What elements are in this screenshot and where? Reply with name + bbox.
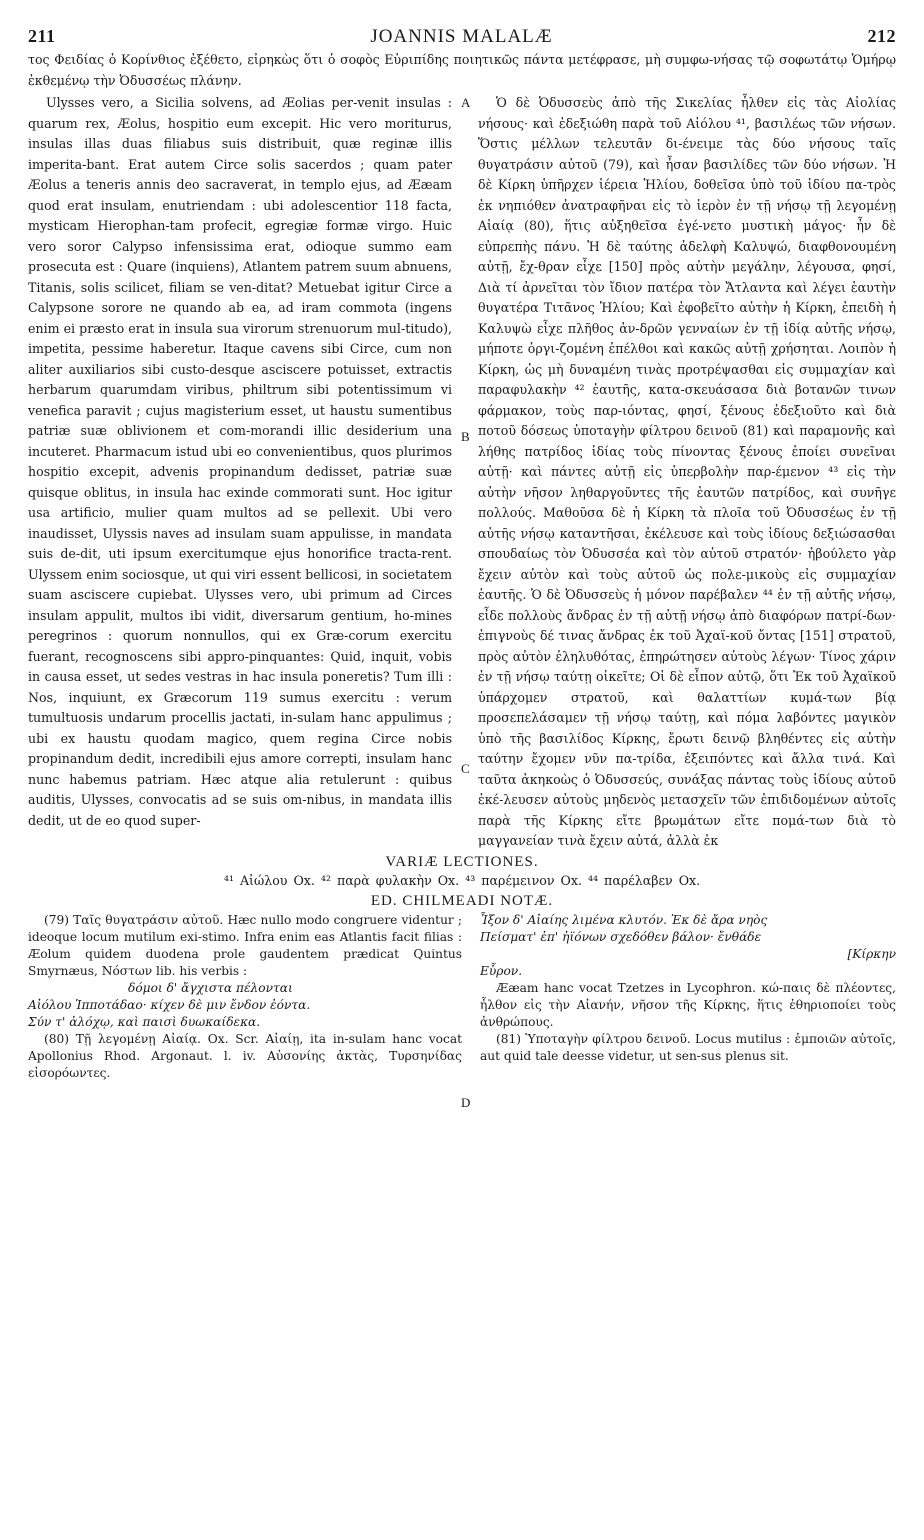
notes-left-column [28,912,462,1082]
running-header [28,26,896,48]
margin-letter-a: A [461,95,471,110]
latin-column [28,93,456,852]
margin-letter-b: B [461,429,470,444]
margin-letters [456,93,478,1110]
note-79: (79) Ταῖς θυγατράσιν αὐτοῦ. Hæc nullo modo congruere videntur ; ideoque locum mutilum exi-stimo. Infra enim eas Atlantis facit filias : Æolum quidem duodena prole gaudentem prædicat Quintus Smyrnæus, Νόστων lib. his verbis : [28,912,462,978]
notes-right-column [462,912,896,1082]
greek-paragraph: Ὁ δὲ Ὀδυσσεὺς ἀπὸ τῆς Σικελίας ἦλθεν εἰς τὰς Αἰολίας νήσους· καὶ ἐδεξιώθη παρὰ τοῦ Αἰόλου ⁴¹, βασιλέως τῶν νήσων. Ὅστις μέλλων τελευτᾶν δι-ένειμε τὰς δύο νήσους ταῖς θυγατράσιν αὐτοῦ (79), καὶ ἦσαν βασιλίδες τῶν δύο νήσων. Ἡ δὲ Κίρκη ὑπῆρχεν ἱέρεια Ἡλίου, δοθεῖσα ὑπὸ τοῦ ἰδίου πα-τρὸς ἐκ νηπιόθεν ἀνατραφῆναι εἰς τὸ ἱερὸν ἐν τῇ νήσῳ τῇ λεγομένῃ Αἰαίᾳ (80), ἥτις αὐξηθεῖσα ἐγέ-νετο μυστικὴ μάγος· ἦν δὲ εὐπρεπὴς πάνυ. Ἡ δὲ ταύτης ἀδελφὴ Καλυψώ, διαφθονουμένη αὐτῇ, ἔχ-θραν εἶχε [150] πρὸς αὐτὴν μεγάλην, λέγουσα, φησί, Διὰ τί ἀρνεῖται τὸν ἴδιον πατέρα τὸν Ἄτλαντα καὶ λέγει ἑαυτὴν θυγατέρα Τιτᾶνος Ἡλίου; Καὶ ἐφοβεῖτο αὐτὴν ἡ Κίρκη, ἐπειδὴ ἡ Καλυψὼ εἶχε πλῆθος ἀν-δρῶν γενναίων ἐν τῇ ἰδίᾳ αὐτῆς νήσῳ, μήποτε ὀργι-ζομένη ἐπέλθοι καὶ κακῶς αὐτῇ χρήσηται. Λοιπὸν ἡ Κίρκη, ὡς μὴ δυναμένη τινὰς προτρέψασθαι εἰς συμμαχίαν καὶ παραφυλακὴν ⁴² ἑαυτῆς, κατα-σκευάσασα διὰ βοτανῶν τινων φάρμακον, τοὺς παρ-ιόντας, φησί, ξένους ἐδεξιοῦτο καὶ διὰ ποτοῦ δόσεως ὑποταγὴν φίλτρου δεινοῦ (81) καὶ παραμονῆς καὶ λήθης πατρίδος ἰδίας τοὺς πίνοντας ξένους ἐποίει συνεῖναι αὐτῇ· καὶ πάντες αὐτῇ εἰς ὑπερβολὴν παρ-έμενον ⁴³ εἰς τὴν αὐτὴν νῆσον ληθαργοῦντες τῆς ἑαυτῶν πατρίδος, καὶ συνῆγε πολλούς. Μαθοῦσα δὲ ἡ Κίρκη τὰ πλοῖα τοῦ Ὀδυσσέως ἐν τῇ αὐτῆς νήσῳ καταντῆσαι, ἐκέλευσε καὶ τοὺς ἰδίους δεξιώσασθαι σπουδαίως τὸν Ὀδυσσέα καὶ τὸν αὐτοῦ στρατόν· ἠβούλετο γὰρ ἔχειν αὐτὸν καὶ τοὺς αὐτοῦ ὡς πολε-μικοὺς εἰς συμμαχίαν ἑαυτῆς. Ὁ δὲ Ὀδυσσεὺς ἡ μόνον παρέβαλεν ⁴⁴ ἐν τῇ αὐτῆς νήσῳ, εἶδε πολλοὺς ἄνδρας ἐν τῇ αὐτῇ νήσῳ ἀπὸ διαφόρων πατρί-δων· ἐπιγνοὺς δέ τινας ἄνδρας ἐκ τοῦ Ἀχαϊ-κοῦ ὄντας [151] στρατοῦ, πρὸς αὐτὸν ἐληλυθότας, ἐπηρώτησεν αὐτοὺς λέγων· Τίνος χάριν ἐν τῇ νήσῳ ταύτῃ οἰκεῖτε; Οἱ δὲ εἶπον αὐτῷ, ὅτι Ἐκ τοῦ Ἀχαϊκοῦ ὑπάρχομεν στρατοῦ, καὶ θαλαττίων κυμά-των βίᾳ προσεπελάσαμεν τῇ νήσῳ ταύτῃ, καὶ πόμα λαβόντες μαγικὸν ὑπὸ τῆς βασιλίδος Κίρκης, ἔρωτι δεινῷ βληθέντες εἰς αὐτὴν ταύτην ἔχομεν νῦν πα-τρίδα, ἐξειπόντες καὶ ἄλλα τινά. Καὶ ταῦτα ἀκηκοὼς ὁ Ὀδυσσεύς, συνάξας πάντας τοὺς ἰδίους αὐτοῦ ἐκέ-λευσεν αὐτοὺς μηδενὸς μετασχεῖν τῶν ἐπιδιδομένων αὐτοῖς παρὰ τῆς Κίρκης εἴτε βρωμάτων εἴτε πομά-των διὰ τὸ μαγγανείαν τινὰ ἔχειν αὐτά, ἀλλὰ ἐκ [477,95,896,848]
note-verse-2: Αἰόλου Ἱπποτάδαο· κίχεν δὲ μιν ἔνδον ἐόντα. [28,997,311,1012]
right-page-number: 212 [867,26,896,46]
intro-paragraph: τος Φειδίας ὁ Κορίνθιος ἐξέθετο, εἰρηκὼς ὅτι ὁ σοφὸς Εὐριπίδης ποιητικῶς πάντα μετέφρασε, μὴ συμφω-νήσας τῷ σοφωτάτῳ Ὁμήρῳ ἐκθεμένῳ τὴν Ὀδυσσέως πλάνην. [28,52,896,88]
note-aeaea: Ææam hanc vocat Tzetzes in Lycophron. κώ-παις δὲ πλέοντες, ἦλθον εἰς τὴν Αἰανήν, νῆσον τῆς Κίρκης, ἥτις ἐθηριοποίει τοὺς ἀνθρώπους. [480,980,896,1029]
note-verse-1: δόμοι δ' ἄγχιστα πέλονται [128,980,293,995]
lectiones-list: ⁴¹ Αἰώλου Ox. ⁴² παρὰ φυλακὴν Ox. ⁴³ παρέμεινον Ox. ⁴⁴ παρέλαβεν Ox. [223,872,701,888]
greek-column [478,93,896,852]
note-verse-6: [Κίρκην [847,946,896,961]
intro-text [28,50,896,91]
note-81: (81) Ὑποταγὴν φίλτρου δεινοῦ. Locus mutilus : ἐμποιῶν αὐτοῖς, aut quid tale deesse videtur, ut sen-sus plenus sit. [480,1031,896,1063]
margin-letter-d: D [461,1095,471,1110]
note-verse-5: Πείσματ' ἐπ' ἠϊόνων σχεδόθεν βάλον· ἔνθάδε [480,929,762,944]
lectiones-heading: VARIÆ LECTIONES. [385,853,539,870]
note-verse-4: Ἶξον δ' Αἰαίης λιμένα κλυτόν. Ἐκ δὲ ἄρα νηὸς [480,912,768,927]
running-title: JOANNIS MALALÆ [370,26,553,47]
margin-letter-c: C [461,761,470,776]
note-verse-3: Σύν τ' ἀλόχῳ, καὶ παισὶ δυωκαίδεκα. [28,1014,261,1029]
note-verse-7: Εὗρον. [480,963,523,978]
notes-section [28,912,896,1082]
note-80: (80) Τῇ λεγομένῃ Αἰαίᾳ. Ox. Scr. Αἰαίῃ, ita in-sulam hanc vocat Apollonius Rhod. Argonaut. l. iv. Αὐσονίης ἀκτὰς, Τυρσηνίδας εἰσορόωντες. [28,1031,462,1080]
latin-paragraph: Ulysses vero, a Sicilia solvens, ad Æolias per-venit insulas : quarum rex, Æolus, hospitio eum excepit. Hic vero moriturus, insulas illas duas filiabus suis distribuit, quæ reginæ illis imperita-bant. Erat autem Circe solis sacerdos ; quam pater Æolus a teneris annis deo sacraverat, in templo ejus, ad Ææam quod erat insulam, enutriendam : ubi adolescentior 118 facta, mysticam Hierophan-tam profecit, egregiæ formæ virgo. Huic vero soror Calypso infensissima erat, odioque summo eam prosecuta est : Quare (inquiens), Atlantem patrem suum abnuens, Titanis, solis scilicet, filiam se ven-ditat? Metuebat igitur Circe a Calypsone sorore ne quando ab ea, ad iram commota (ingens enim ei præsto erat in insula sua virorum strenuorum mul-titudo), impetita, pessime haberetur. Itaque cavens sibi Circe, cum non aliter auxiliarios sibi custo-desque asciscere potuisset, extractis herbarum quarumdam viribus, philtrum sibi potentissimum vi venefica paravit ; cujus magisterium esset, ut haustu sumentibus patriæ suæ oblivionem et com-morandi illic desiderium una incuteret. Pharmacum istud ubi eo convenientibus, quos plurimos hospitio excepit, advenis propinandum dedisset, patriæ suæ quisque oblitus, in insula hac exinde commorati sunt. Hoc igitur usa artificio, mulier quam multos ad se pellexit. Ubi vero inaudisset, Ulyssis naves ad insulam suam appulisse, in mandata suis de-dit, uti ipsum exercitumque ejus honorifice tracta-rent. Ulyssem enim sociosque, ut qui viri essent bellicosi, in societatem suam asciscere cupiebat. Ulysses vero, ubi primum ad Circes insulam appulit, multos ibi vidit, diversarum gentium, ho-mines peregrinos : quorum nonnullos, qui ex Græ-corum exercitu fuerant, recognoscens sibi appro-pinquantes: Quid, inquit, vobis in causa esset, ut sedes vestras in hac insula poneretis? Tum illi : Nos, inquiunt, ex Græcorum 119 sumus exercitu : verum tumultuosis undarum procellis jactati, in-sulam hanc appulimus ; ubi ex haustu quodam magico, quem regina Circe nobis propinandum dedit, incredibili ejus amore correpti, insulam hanc nunc habemus patriam. Hæc atque alia retulerunt : quibus auditis, Ulysses, convocatis ad se suis om-nibus, in mandata illis dedit, ut de eo quod super- [28,95,453,828]
notae-heading: ED. CHILMEADI NOTÆ. [370,892,554,909]
left-page-number: 211 [28,26,56,46]
